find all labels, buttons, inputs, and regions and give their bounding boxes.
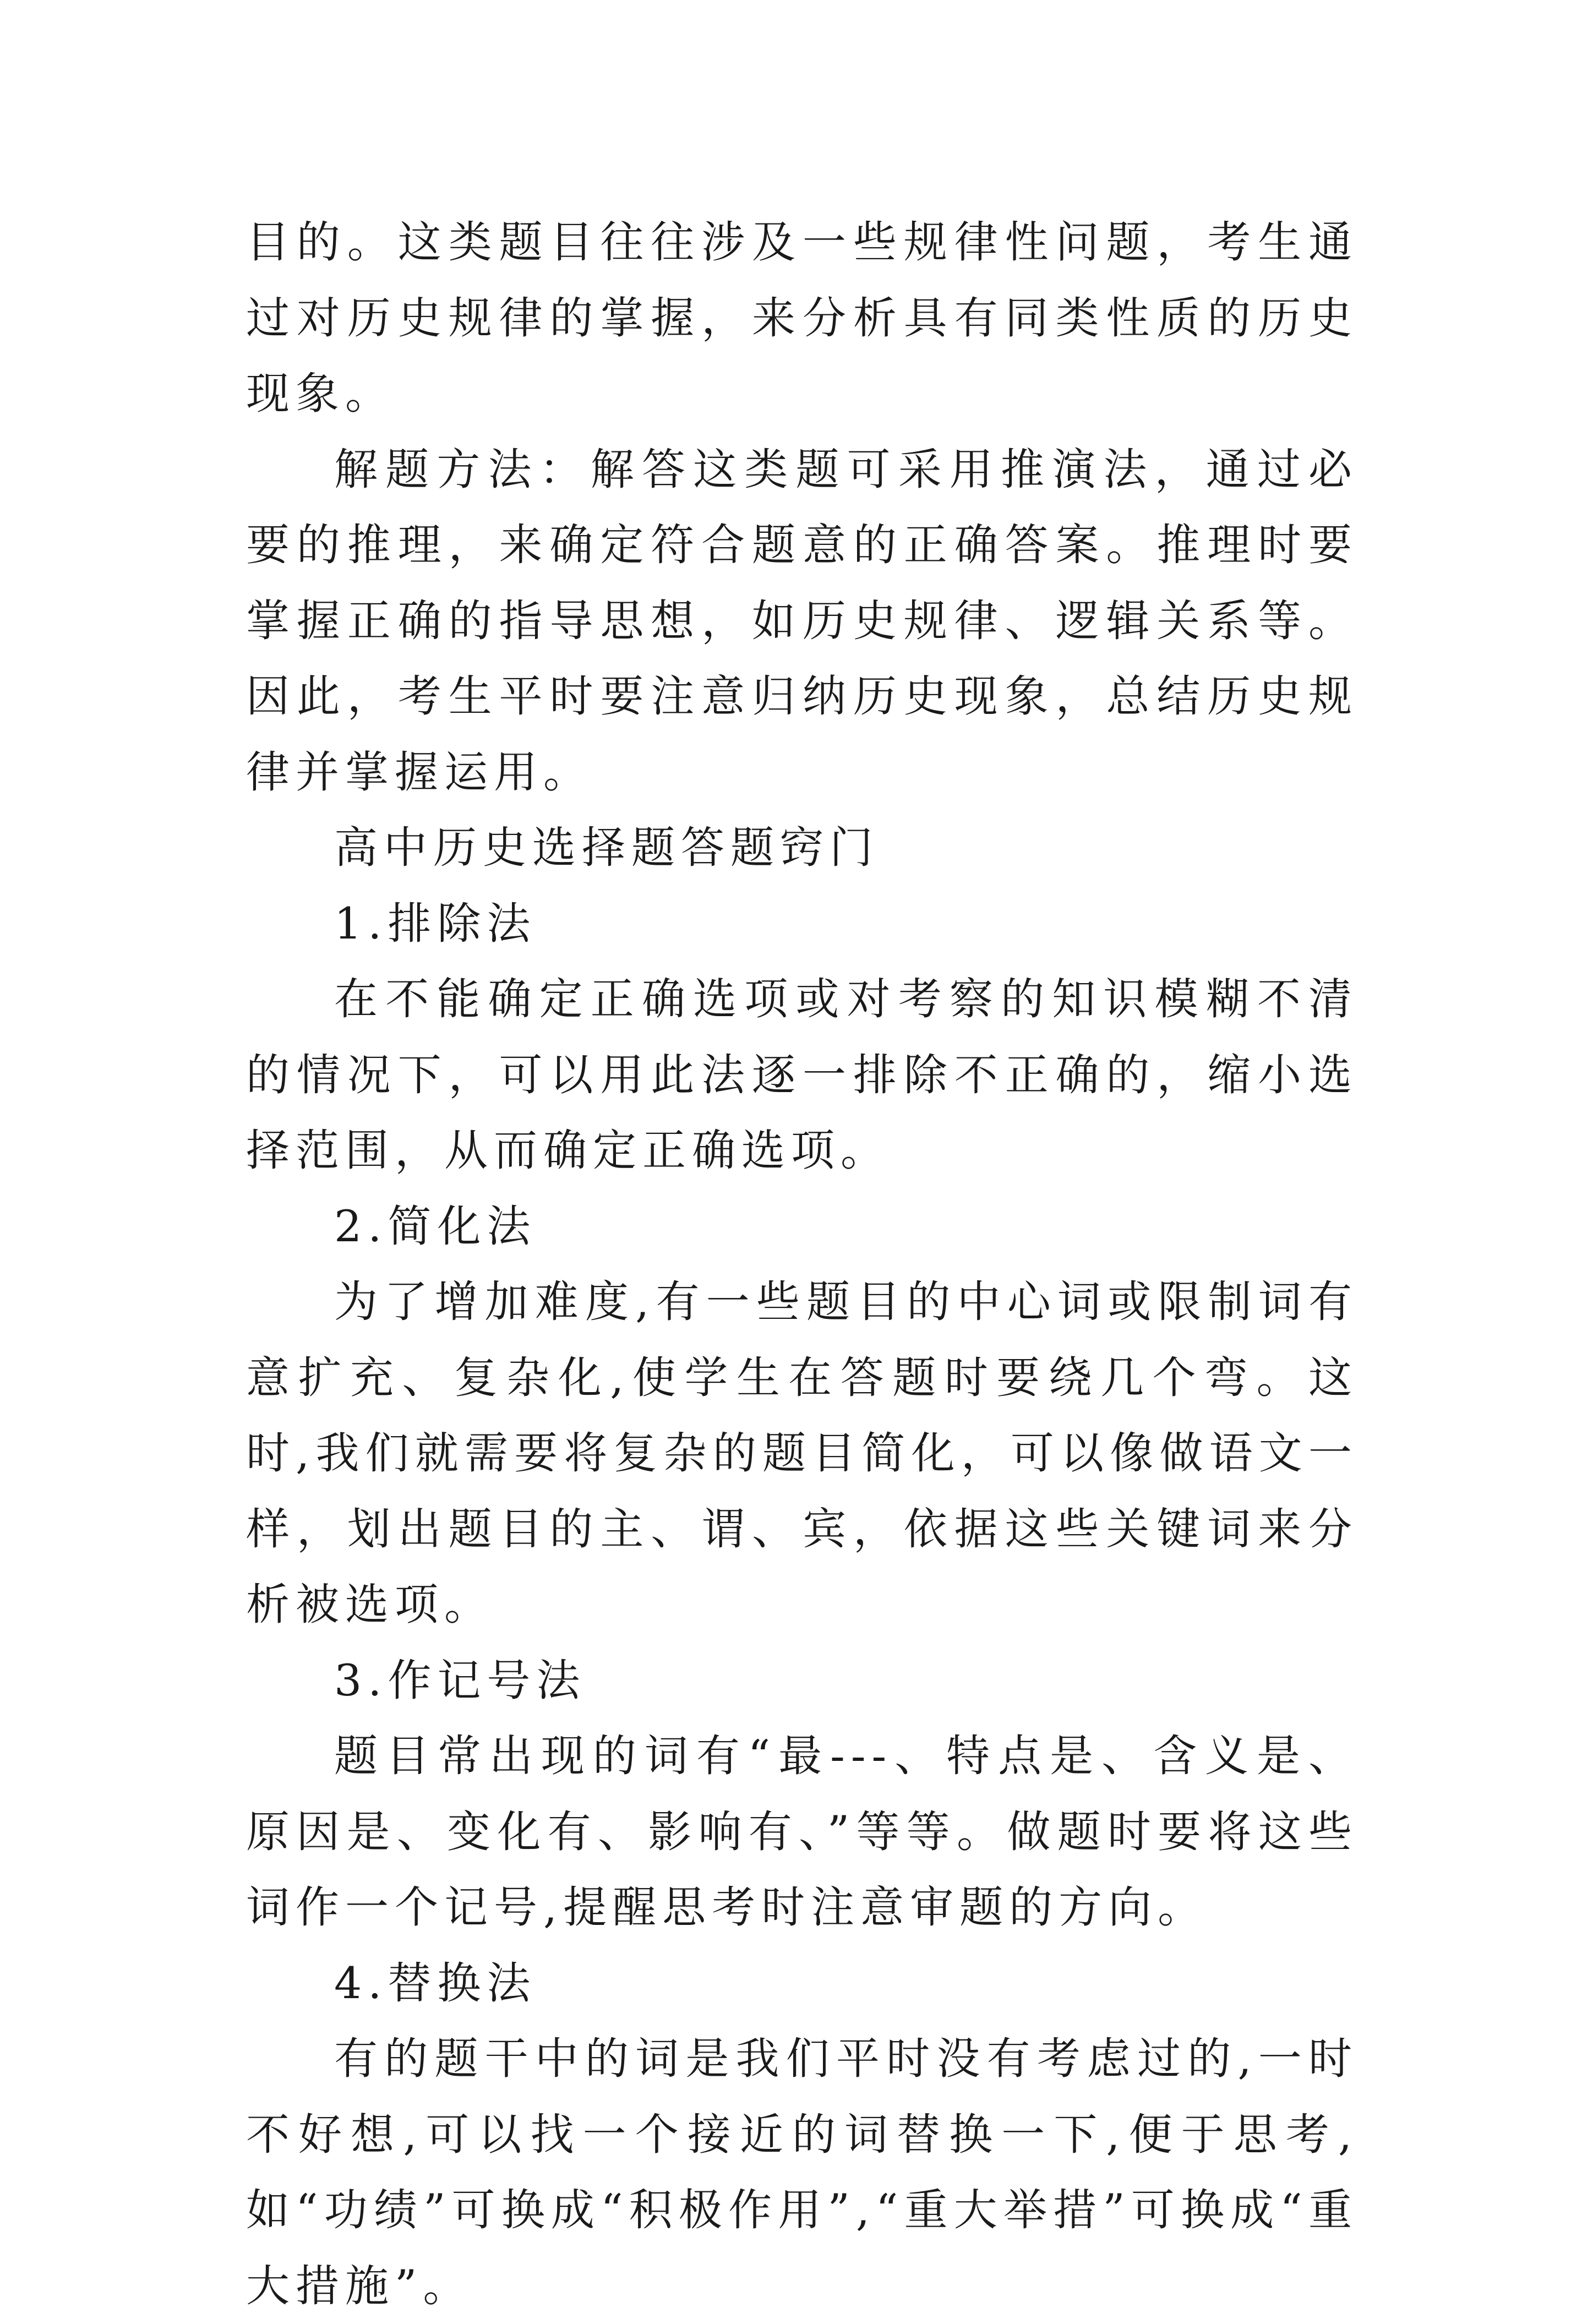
- paragraph-solving-method: 解题方法：解答这类题可采用推演法，通过必要的推理，来确定符合题意的正确答案。推理时要掌握正确的指导思想，如历史规律、逻辑关系等。因此，考生平时要注意归纳历史现象，总结历史规律并掌握运用。: [246, 444, 1358, 798]
- section-heading: 高中历史选择题答题窍门: [334, 822, 879, 873]
- paragraph-substitution: 有的题干中的词是我们平时没有考虑过的,一时不好想,可以找一个接近的词替换一下,便于思考,如“功绩”可换成“积极作用”,“重大举措”可换成“重大措施”。: [246, 2033, 1358, 2311]
- paragraph-marking: 题目常出现的词有“最---、特点是、含义是、原因是、变化有、影响有、”等等。做题时要将这些词作一个记号,提醒思考时注意审题的方向。: [246, 1731, 1358, 1933]
- document-body: [246, 205, 1358, 2324]
- paragraph-elimination: 在不能确定正确选项或对考察的知识模糊不清的情况下，可以用此法逐一排除不正确的，缩小选择范围，从而确定正确选项。: [246, 974, 1358, 1176]
- item-heading-elimination: 1.排除法: [334, 898, 537, 949]
- item-heading-substitution: 4.替换法: [334, 1957, 537, 2009]
- item-heading-marking: 3.作记号法: [334, 1655, 586, 1706]
- item-heading-simplification: 2.简化法: [334, 1201, 537, 1252]
- paragraph-simplification: 为了增加难度,有一些题目的中心词或限制词有意扩充、复杂化,使学生在答题时要绕几个弯。这时,我们就需要将复杂的题目简化，可以像做语文一样，划出题目的主、谓、宾，依据这些关键词来分析被选项。: [246, 1276, 1358, 1630]
- paragraph-intro-continuation: 目的。这类题目往往涉及一些规律性问题，考生通过对历史规律的掌握，来分析具有同类性质的历史现象。: [246, 217, 1358, 419]
